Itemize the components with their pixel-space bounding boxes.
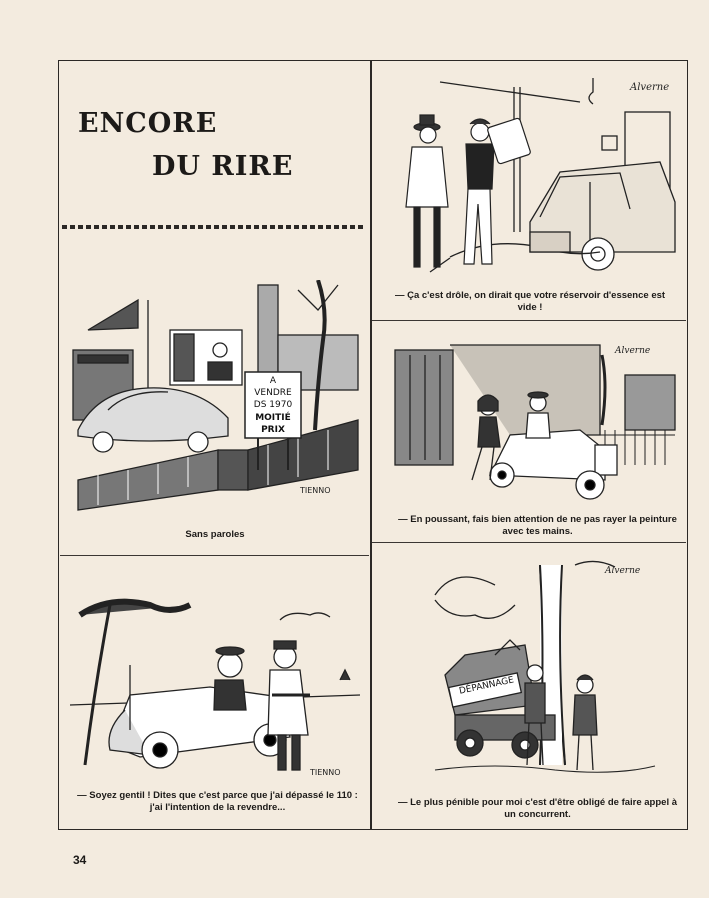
cartoon2-signature: TIENNO — [300, 486, 331, 495]
cartoon2-caption: Sans paroles — [185, 529, 245, 540]
left-divider — [60, 555, 369, 556]
cartoon1-caption: — Ça c'est drôle, on dirait que votre réservoir d'essence est vide ! — [394, 290, 666, 313]
right-divider-2 — [372, 542, 686, 543]
page-title-line1: ENCORE — [78, 108, 218, 139]
title-dashed-rule — [62, 225, 366, 229]
sign-line-ds: DS 1970 — [253, 400, 293, 410]
column-divider — [370, 60, 372, 830]
sign-line-vendre: VENDRE — [254, 388, 292, 398]
cartoon5-signature: Alverne — [605, 566, 641, 576]
page-number: 34 — [73, 853, 87, 867]
sign-line-moitie: MOITIÉ — [255, 413, 291, 423]
sign-line-prix: PRIX — [261, 425, 285, 435]
cartoon5-caption: — Le plus pénible pour moi c'est d'être obligé de faire appel à un concurrent. — [397, 797, 678, 820]
cartoon-tow-truck-illustration — [395, 555, 685, 785]
cartoon3-signature: Alverne — [615, 346, 651, 356]
cartoon-speeding-illustration — [70, 585, 365, 780]
sign-line-a: A — [269, 376, 277, 386]
cartoon-ds-for-sale-illustration — [68, 280, 366, 515]
right-divider-1 — [372, 320, 686, 321]
cartoon4-signature: TIENNO — [310, 768, 341, 777]
page-title-line2: DU RIRE — [152, 151, 294, 182]
tow-truck-label: DÉPANNAGE — [458, 675, 515, 697]
cartoon3-caption: — En poussant, fais bien attention de ne pas rayer la peinture avec tes mains. — [398, 514, 677, 537]
cartoon4-caption: — Soyez gentil ! Dites que c'est parce que j'ai dépassé le 110 : j'ai l'intention de la revendre... — [77, 790, 358, 813]
cartoon-garage-illustration — [380, 72, 680, 282]
cartoon-pushing-car-illustration — [390, 335, 685, 510]
cartoon1-signature: Alverne — [630, 82, 670, 93]
